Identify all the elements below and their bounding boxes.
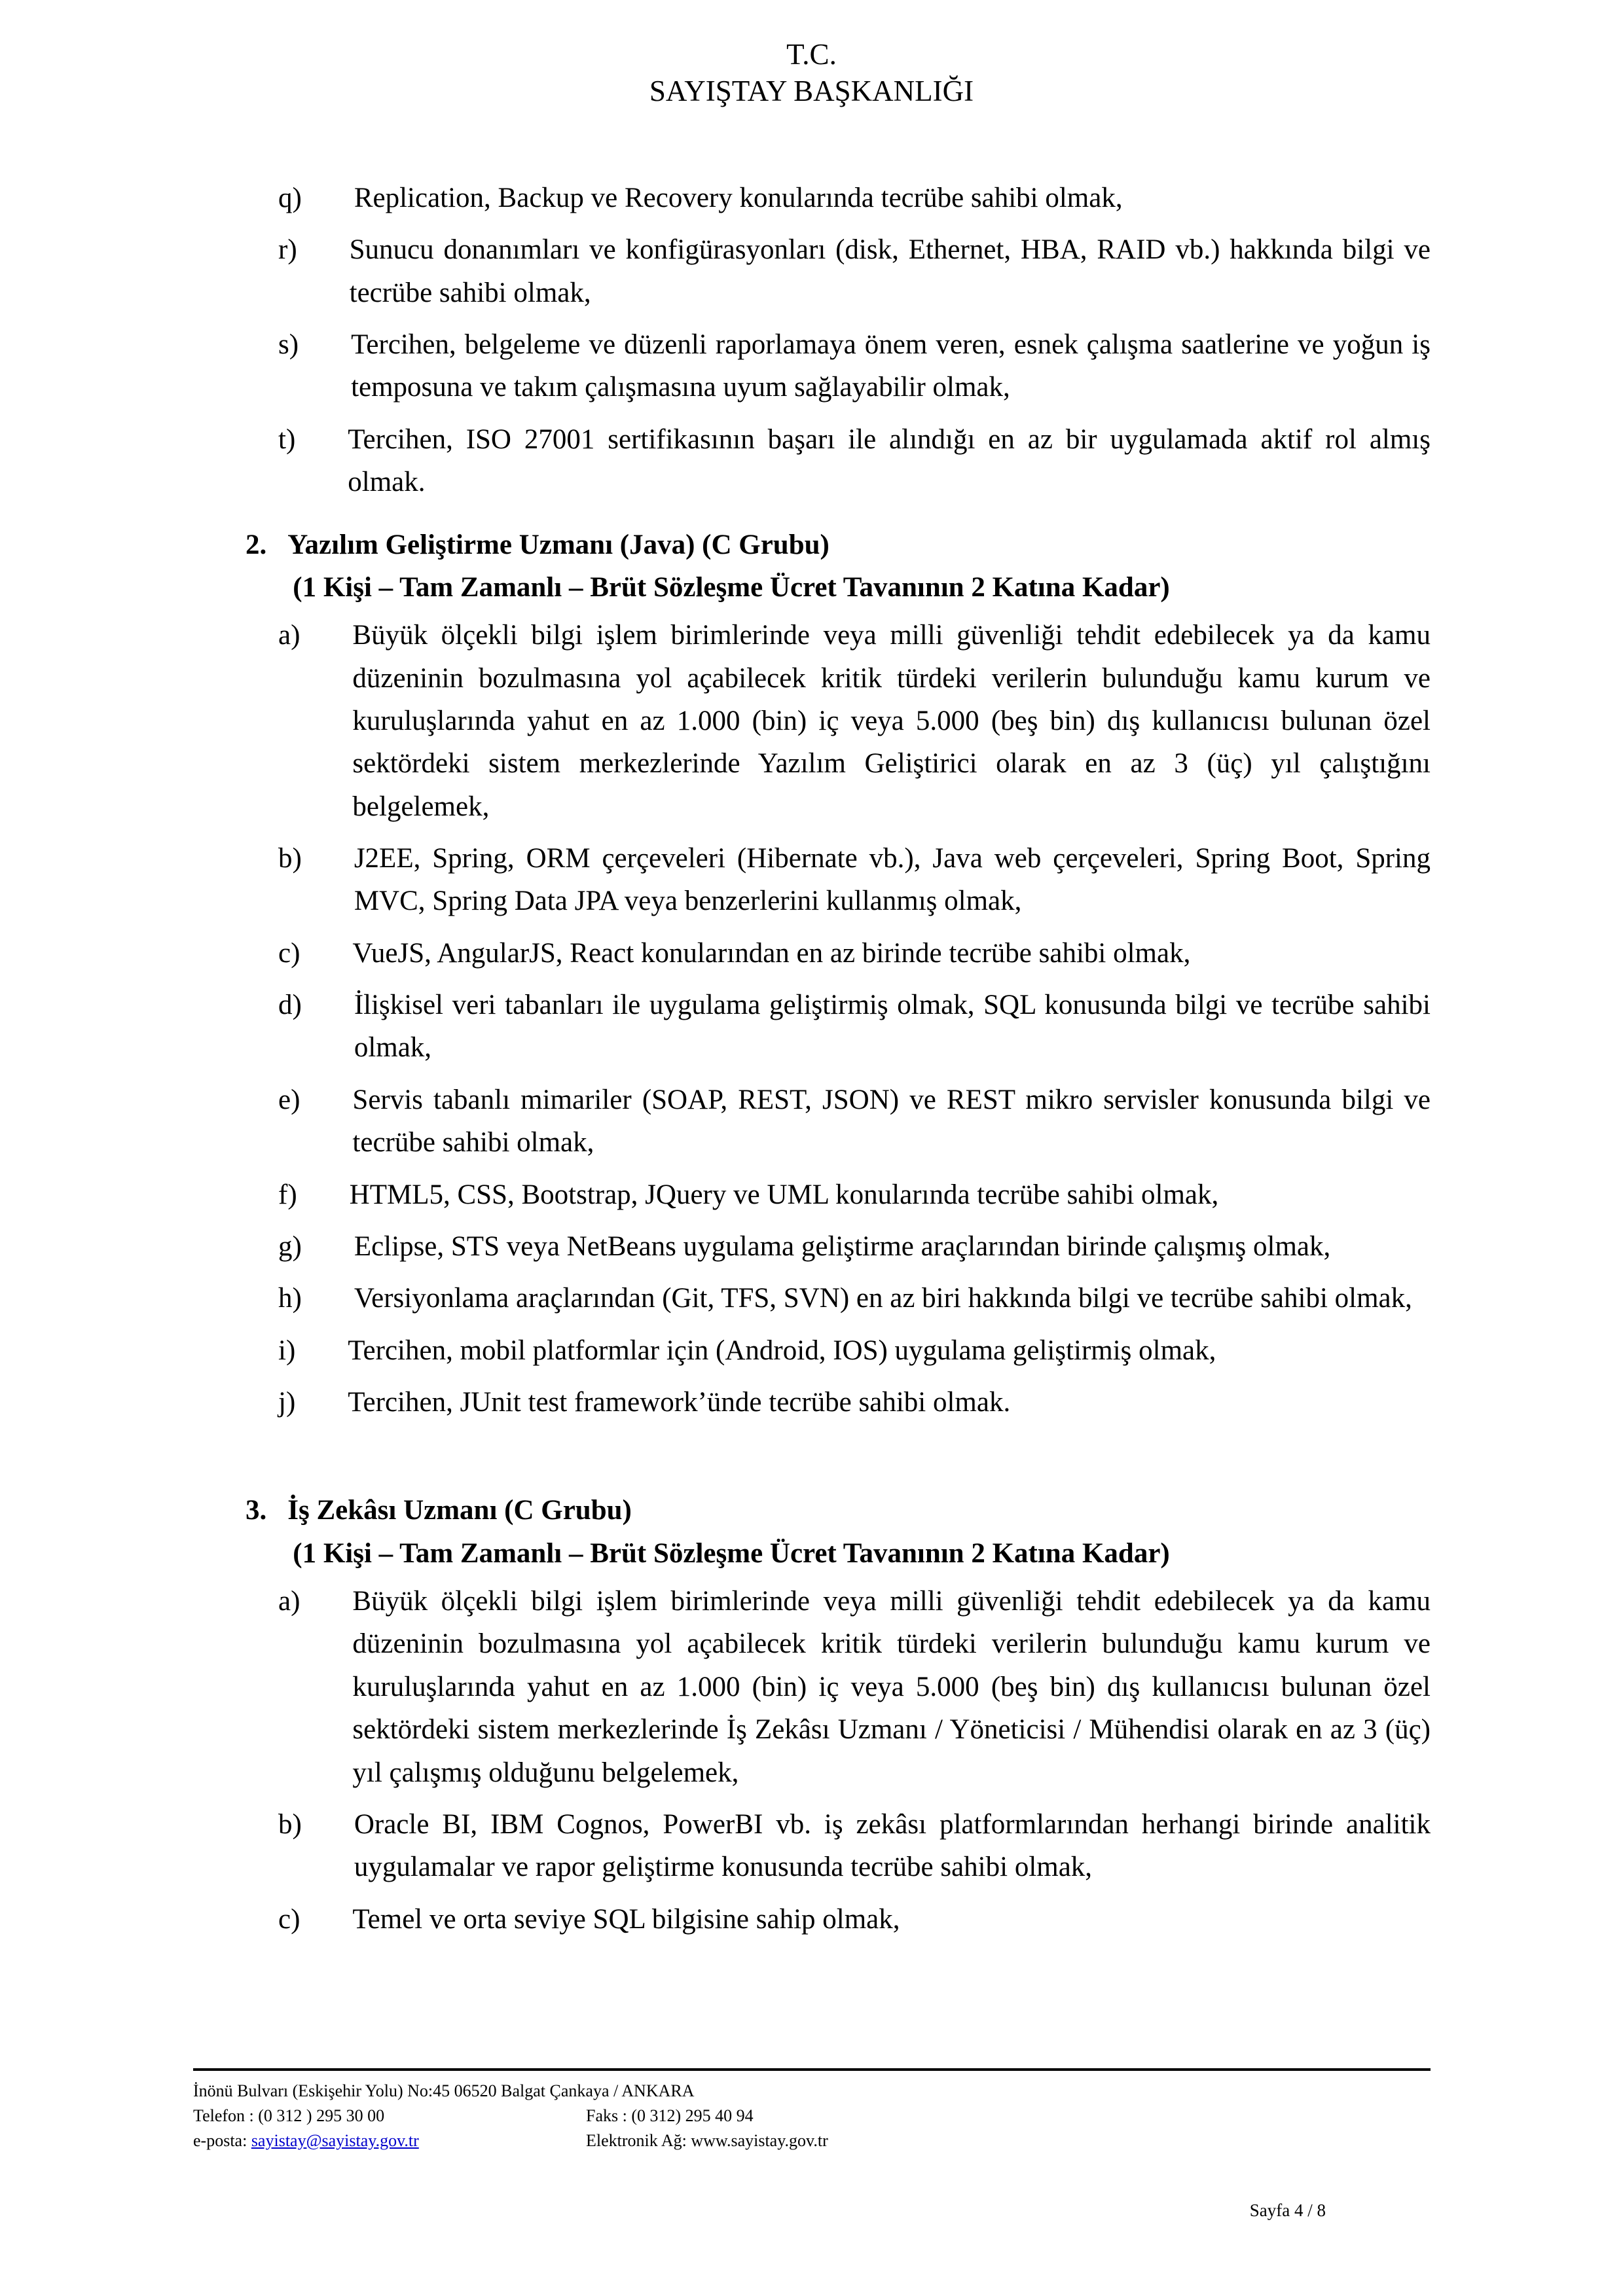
list-item-text: J2EE, Spring, ORM çerçeveleri (Hibernate vb.), Java web çerçeveleri, Spring Boot, Spring MVC, Spring Data JPA veya benzerlerini kullanmış olmak, — [354, 843, 1431, 917]
list-item-marker: b) — [278, 1808, 302, 1840]
list-item-text: Eclipse, STS veya NetBeans uygulama geliştirme araçlarından birinde çalışmış olmak, — [354, 1230, 1331, 1262]
list-item — [193, 1381, 1431, 1424]
list-item-text: İlişkisel veri tabanları ile uygulama geliştirmiş olmak, SQL konusunda bilgi ve tecrübe sahibi olmak, — [354, 990, 1431, 1064]
header-line-tc: T.C. — [786, 38, 837, 71]
section-3-title-block — [266, 1489, 1431, 1575]
footer-email-label: e-posta: — [193, 2130, 247, 2150]
section-2-subtitle: (1 Kişi – Tam Zamanlı – Brüt Sözleşme Ücret Tavanının 2 Katına Kadar) — [293, 571, 1170, 603]
list-item-text: Tercihen, ISO 27001 sertifikasının başarı ile alındığı en az bir uygulamada aktif rol almış olmak. — [348, 423, 1431, 498]
page-number: Sayfa 4 / 8 — [1249, 2200, 1326, 2220]
list-item-text: Temel ve orta seviye SQL bilgisine sahip olmak, — [352, 1903, 900, 1935]
section-3-requirements-list — [193, 1580, 1431, 1941]
section-3-title: İş Zekâsı Uzmanı (C Grubu) — [287, 1495, 632, 1526]
list-item-marker: j) — [278, 1386, 296, 1418]
list-item-marker: g) — [278, 1230, 302, 1262]
document-header — [0, 36, 1623, 110]
footer-divider — [193, 2068, 1431, 2071]
list-item — [193, 1225, 1431, 1268]
list-item — [193, 1898, 1431, 1941]
list-item — [193, 1079, 1431, 1164]
list-item-text: Tercihen, mobil platformlar için (Android, IOS) uygulama geliştirmiş olmak, — [348, 1335, 1216, 1366]
list-item-marker: e) — [278, 1084, 301, 1115]
list-item-marker: f) — [278, 1179, 297, 1210]
footer-phone-row — [193, 2104, 1431, 2128]
footer-email-row — [193, 2128, 1431, 2153]
list-item-text: Sunucu donanımları ve konfigürasyonları (disk, Ethernet, HBA, RAID vb.) hakkında bilgi ve tecrübe sahibi olmak, — [349, 234, 1431, 308]
list-item — [193, 418, 1431, 504]
list-item-text: Servis tabanlı mimariler (SOAP, REST, JSON) ve REST mikro servisler konusunda bilgi ve tecrübe sahibi olmak, — [352, 1084, 1431, 1158]
list-item — [193, 177, 1431, 219]
list-item-text: Oracle BI, IBM Cognos, PowerBI vb. iş zekâsı platformlarından herhangi birinde analitik uygulamalar ve rapor geliştirme konusunda tecrübe sahibi olmak, — [354, 1808, 1431, 1883]
footer-fax: Faks : (0 312) 295 40 94 — [586, 2106, 754, 2125]
section-3-number: 3. — [246, 1495, 267, 1526]
list-item-text: Büyük ölçekli bilgi işlem birimlerinde veya milli güvenliği tehdit edebilecek ya da kamu düzeninin bozulmasına yol açabilecek kritik türdeki verilerin bulunduğu kamu kurum ve kuruluşlarında yahut en az 1.000 (bin) iç veya 5.000 (beş bin) dış kullanıcısı bulunan özel sektördeki sistem merkezlerinde Yazılım Geliştirici olarak en az 3 (üç) yıl çalıştığını belgelemek, — [352, 620, 1431, 822]
section-2-title: Yazılım Geliştirme Uzmanı (Java) (C Grubu) — [287, 529, 830, 560]
section-spacer — [193, 1433, 1431, 1469]
list-item — [193, 837, 1431, 923]
section-2-requirements-list — [193, 614, 1431, 1424]
document-footer — [193, 2068, 1431, 2153]
list-item — [193, 323, 1431, 409]
continued-requirements-list — [193, 177, 1431, 504]
list-item-marker: q) — [278, 183, 302, 213]
footer-email-block — [193, 2128, 586, 2153]
footer-phone: Telefon : (0 312 ) 295 30 00 — [193, 2106, 385, 2125]
document-body — [193, 177, 1431, 1950]
list-item — [193, 614, 1431, 828]
list-item-marker: c) — [278, 1903, 301, 1935]
list-item-marker: t) — [278, 423, 296, 455]
list-item — [193, 228, 1431, 314]
list-item — [193, 1174, 1431, 1216]
list-item-marker: a) — [278, 1586, 301, 1617]
list-item — [193, 1277, 1431, 1319]
list-item — [193, 1329, 1431, 1372]
section-3-subtitle: (1 Kişi – Tam Zamanlı – Brüt Sözleşme Ücret Tavanının 2 Katına Kadar) — [293, 1537, 1170, 1569]
list-item-marker: b) — [278, 843, 302, 874]
list-item-marker: h) — [278, 1283, 302, 1314]
footer-address-row — [193, 2079, 1431, 2104]
footer-email-link[interactable]: sayistay@sayistay.gov.tr — [251, 2130, 419, 2150]
list-item-marker: a) — [278, 620, 301, 651]
list-item-text: VueJS, AngularJS, React konularından en az birinde tecrübe sahibi olmak, — [352, 937, 1191, 969]
list-item-marker: s) — [278, 329, 299, 361]
footer-website: Elektronik Ağ: www.sayistay.gov.tr — [586, 2130, 828, 2150]
section-2-title-block — [266, 524, 1431, 609]
list-item-text: Tercihen, belgeleme ve düzenli raporlamaya önem veren, esnek çalışma saatlerine ve yoğun iş temposuna ve takım çalışmasına uyum sağlayabilir olmak, — [351, 329, 1431, 403]
list-item-text: Replication, Backup ve Recovery konularında tecrübe sahibi olmak, — [354, 183, 1123, 213]
section-2-number: 2. — [246, 529, 267, 560]
header-line-organization: SAYIŞTAY BAŞKANLIĞI — [649, 75, 974, 108]
list-item — [193, 1580, 1431, 1794]
section-3-heading — [193, 1489, 1431, 1575]
list-item — [193, 1803, 1431, 1889]
list-item-marker: r) — [278, 234, 297, 266]
list-item-text: Versiyonlama araçlarından (Git, TFS, SVN) en az biri hakkında bilgi ve tecrübe sahibi olmak, — [354, 1283, 1412, 1314]
list-item-text: Büyük ölçekli bilgi işlem birimlerinde veya milli güvenliği tehdit edebilecek ya da kamu düzeninin bozulmasına yol açabilecek kritik türdeki verilerin bulunduğu kamu kurum ve kuruluşlarında yahut en az 1.000 (bin) iç veya 5.000 (beş bin) dış kullanıcısı bulunan özel sektördeki sistem merkezlerinde İş Zekâsı Uzmanı / Yöneticisi / Mühendisi olarak en az 3 (üç) yıl çalışmış olduğunu belgelemek, — [352, 1586, 1431, 1788]
list-item-marker: d) — [278, 990, 302, 1021]
list-item-marker: i) — [278, 1335, 296, 1366]
list-item-text: HTML5, CSS, Bootstrap, JQuery ve UML konularında tecrübe sahibi olmak, — [349, 1179, 1219, 1210]
list-item-marker: c) — [278, 937, 301, 969]
list-item — [193, 984, 1431, 1069]
list-item — [193, 932, 1431, 975]
section-2-heading — [193, 524, 1431, 609]
list-item-text: Tercihen, JUnit test framework’ünde tecrübe sahibi olmak. — [348, 1386, 1011, 1418]
footer-address: İnönü Bulvarı (Eskişehir Yolu) No:45 06520 Balgat Çankaya / ANKARA — [193, 2081, 695, 2100]
